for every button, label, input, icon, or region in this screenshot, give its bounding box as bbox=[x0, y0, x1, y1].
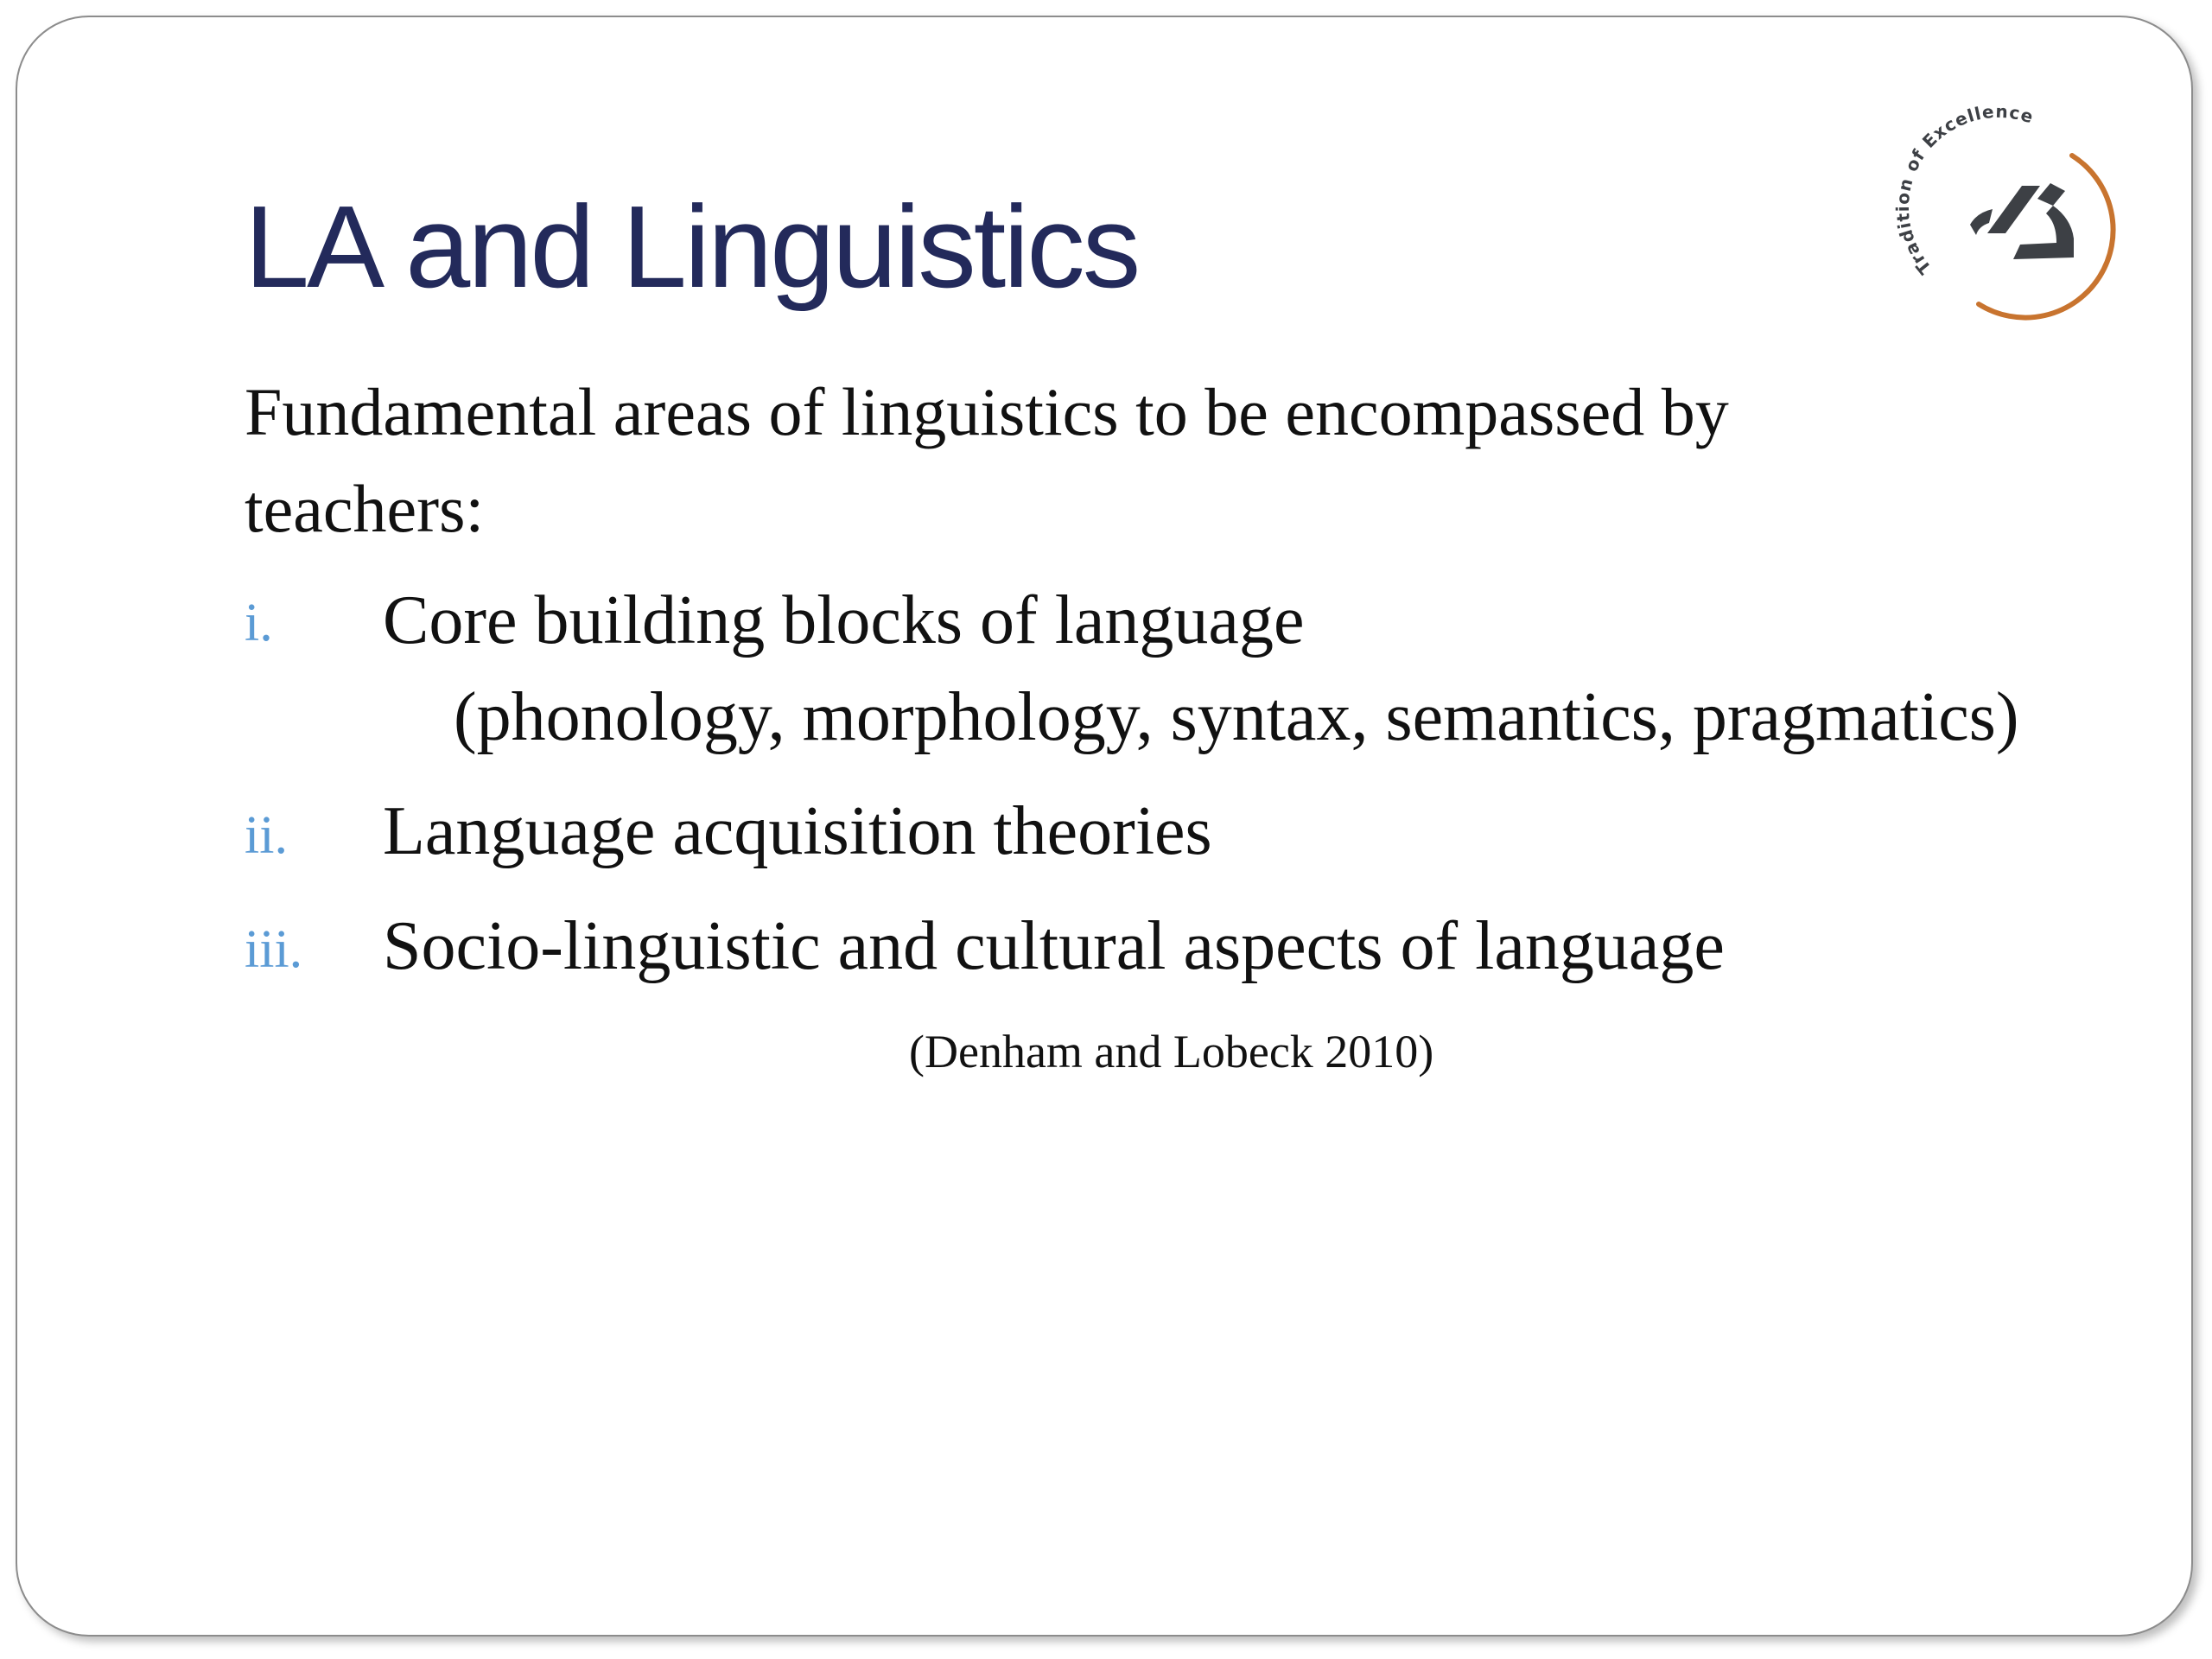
list-item-text: Socio-linguistic and cultural aspects of language bbox=[383, 908, 1725, 984]
logo-tagline: Tradition of Excellence bbox=[1892, 104, 2037, 279]
list-item-number: iii. bbox=[245, 920, 303, 979]
intro-line-2: teachers: bbox=[245, 471, 485, 546]
list-item-number: i. bbox=[245, 594, 273, 652]
svg-text:Tradition of Excellence bbox=[1892, 104, 2037, 278]
list-item-number: ii. bbox=[245, 806, 288, 865]
slide-title: LA and Linguistics bbox=[245, 181, 1139, 312]
list-item-text: Core building blocks of language bbox=[383, 582, 1305, 658]
institution-logo-icon bbox=[1892, 104, 2117, 328]
list-item-subtext: (phonology, morphology, syntax, semantics, pragmatics) bbox=[454, 679, 2019, 755]
intro-line-1: Fundamental areas of linguistics to be encompassed by bbox=[245, 374, 1729, 449]
list-item-text: Language acquisition theories bbox=[383, 793, 1212, 869]
citation: (Denham and Lobeck 2010) bbox=[909, 1026, 1434, 1077]
